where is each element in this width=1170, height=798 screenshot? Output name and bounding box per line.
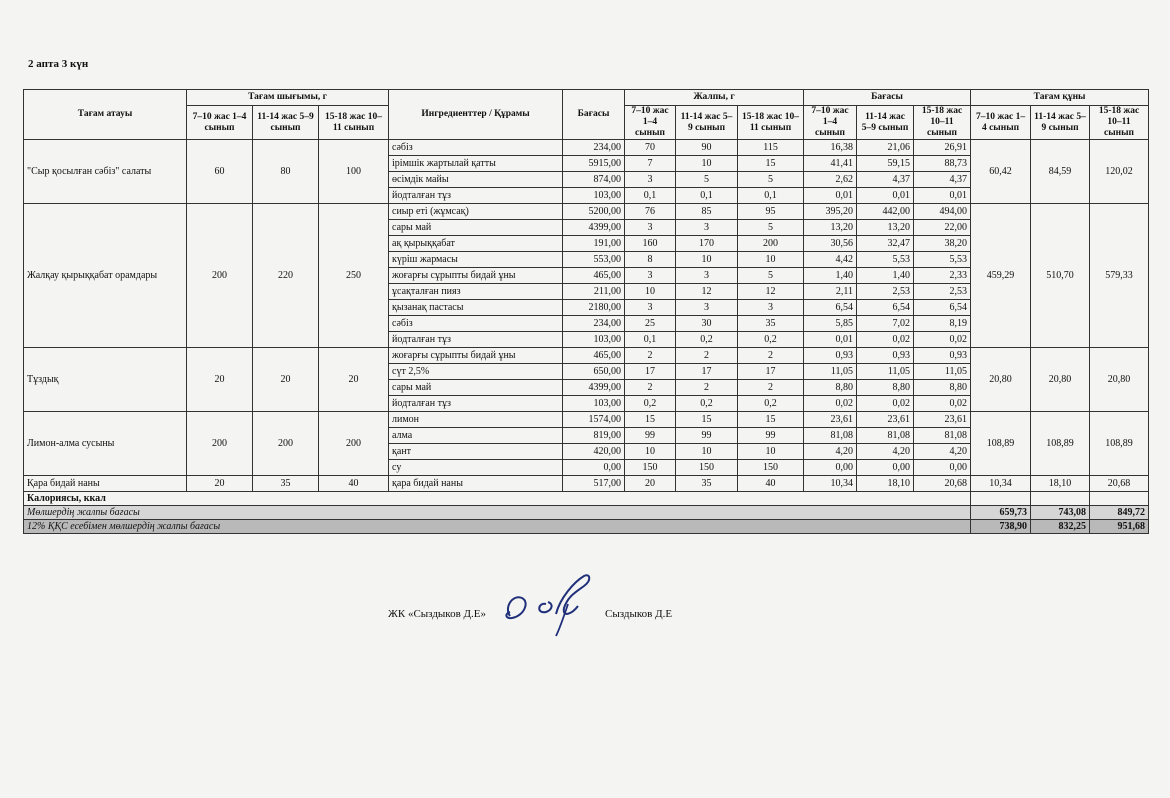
- header-ingredients: Ингредиенттер / Құрамы: [389, 90, 563, 140]
- vat-total-label: 12% ҚҚС есебімен мөлшердің жалпы бағасы: [24, 520, 971, 534]
- calorie-value: 20,80: [1090, 348, 1149, 412]
- ingredient-name: сүт 2,5%: [389, 364, 563, 380]
- cost-value: 0,93: [857, 348, 914, 364]
- gross-value: 17: [625, 364, 676, 380]
- header-age-2: 11-14 жас 5–9 сынып: [253, 106, 319, 140]
- calorie-value: 108,89: [1090, 412, 1149, 476]
- ingredient-price: 517,00: [563, 476, 625, 492]
- cost-value: 20,68: [914, 476, 971, 492]
- header-age-1: 7–10 жас 1–4 сынып: [971, 106, 1031, 140]
- total-value: 743,08: [1031, 506, 1090, 520]
- gross-value: 15: [625, 412, 676, 428]
- cost-value: 0,02: [857, 332, 914, 348]
- gross-value: 15: [676, 412, 738, 428]
- ingredient-name: йодталған тұз: [389, 188, 563, 204]
- gross-value: 85: [676, 204, 738, 220]
- cost-value: 1,40: [857, 268, 914, 284]
- ingredient-name: сәбіз: [389, 140, 563, 156]
- table-row: [24, 140, 1149, 156]
- cost-value: 395,20: [804, 204, 857, 220]
- portion-value: 200: [319, 412, 389, 476]
- cost-value: 32,47: [857, 236, 914, 252]
- ingredient-price: 4399,00: [563, 380, 625, 396]
- gross-value: 200: [738, 236, 804, 252]
- gross-value: 35: [738, 316, 804, 332]
- total-label: Мөлшердің жалпы бағасы: [24, 506, 971, 520]
- cost-value: 30,56: [804, 236, 857, 252]
- gross-value: 10: [625, 444, 676, 460]
- table-row: [24, 412, 1149, 428]
- header-age-2: 11-14 жас 5–9 сынып: [1031, 106, 1090, 140]
- cost-value: 5,53: [857, 252, 914, 268]
- cost-value: 1,40: [804, 268, 857, 284]
- ingredient-name: ақ қырыққабат: [389, 236, 563, 252]
- header-price: Бағасы: [563, 90, 625, 140]
- gross-value: 99: [676, 428, 738, 444]
- cost-value: 4,37: [914, 172, 971, 188]
- portion-value: 20: [187, 348, 253, 412]
- gross-value: 0,2: [676, 332, 738, 348]
- ingredient-price: 874,00: [563, 172, 625, 188]
- header-age-3: 15-18 жас 10–11 сынып: [1090, 106, 1149, 140]
- cost-value: 0,93: [914, 348, 971, 364]
- cost-value: 18,10: [857, 476, 914, 492]
- gross-value: 2: [738, 380, 804, 396]
- cost-value: 11,05: [857, 364, 914, 380]
- calorie-value: 108,89: [971, 412, 1031, 476]
- ingredient-price: 103,00: [563, 332, 625, 348]
- gross-value: 5: [676, 172, 738, 188]
- header-age-3: 15-18 жас 10–11 сынып: [319, 106, 389, 140]
- gross-value: 90: [676, 140, 738, 156]
- cost-value: 0,01: [857, 188, 914, 204]
- gross-value: 35: [676, 476, 738, 492]
- gross-value: 20: [625, 476, 676, 492]
- header-age-2: 11-14 жас 5–9 сынып: [857, 106, 914, 140]
- table-row: [24, 348, 1149, 364]
- cost-value: 26,91: [914, 140, 971, 156]
- calorie-value: 20,68: [1090, 476, 1149, 492]
- gross-value: 115: [738, 140, 804, 156]
- header-calories: Тағам құны: [971, 90, 1149, 106]
- dish-name: "Сыр қосылған сәбіз" салаты: [24, 140, 187, 204]
- cost-value: 0,02: [804, 396, 857, 412]
- ingredient-price: 553,00: [563, 252, 625, 268]
- cost-value: 41,41: [804, 156, 857, 172]
- portion-value: 220: [253, 204, 319, 348]
- cost-value: 0,00: [914, 460, 971, 476]
- calorie-value: 18,10: [1031, 476, 1090, 492]
- cost-value: 494,00: [914, 204, 971, 220]
- gross-value: 2: [676, 348, 738, 364]
- gross-value: 3: [625, 172, 676, 188]
- signer-name: Сыздыков Д.Е: [605, 608, 673, 620]
- table-row: [24, 476, 1149, 492]
- ingredient-name: сиыр еті (жұмсақ): [389, 204, 563, 220]
- gross-value: 3: [676, 300, 738, 316]
- gross-value: 0,2: [625, 396, 676, 412]
- gross-value: 3: [676, 268, 738, 284]
- gross-value: 25: [625, 316, 676, 332]
- gross-value: 10: [676, 156, 738, 172]
- dish-name: Тұздық: [24, 348, 187, 412]
- cost-value: 38,20: [914, 236, 971, 252]
- cost-value: 0,01: [804, 188, 857, 204]
- dish-name: Жалқау қырыққабат орамдары: [24, 204, 187, 348]
- cost-value: 59,15: [857, 156, 914, 172]
- cost-value: 2,53: [857, 284, 914, 300]
- cost-value: 8,80: [804, 380, 857, 396]
- gross-value: 40: [738, 476, 804, 492]
- cost-value: 6,54: [857, 300, 914, 316]
- ingredient-price: 103,00: [563, 188, 625, 204]
- calorie-value: 459,29: [971, 204, 1031, 348]
- cost-value: 5,85: [804, 316, 857, 332]
- portion-value: 20: [319, 348, 389, 412]
- header-age-1: 7–10 жас 1–4 сынып: [804, 106, 857, 140]
- gross-value: 10: [738, 444, 804, 460]
- total-row: [24, 506, 1149, 520]
- calorie-label: Калориясы, ккал: [24, 492, 971, 506]
- cost-value: 0,02: [914, 332, 971, 348]
- gross-value: 2: [625, 380, 676, 396]
- handwritten-signature: [498, 568, 618, 638]
- menu-body: [24, 140, 1149, 492]
- cost-value: 4,20: [914, 444, 971, 460]
- gross-value: 0,1: [676, 188, 738, 204]
- cost-value: 0,00: [857, 460, 914, 476]
- cost-value: 16,38: [804, 140, 857, 156]
- gross-value: 5: [738, 268, 804, 284]
- ingredient-price: 5915,00: [563, 156, 625, 172]
- ingredient-name: жоғарғы сұрыпты бидай ұны: [389, 348, 563, 364]
- ingredient-name: ұсақталған пияз: [389, 284, 563, 300]
- ingredient-name: сары май: [389, 380, 563, 396]
- ingredient-price: 5200,00: [563, 204, 625, 220]
- gross-value: 3: [625, 220, 676, 236]
- cost-value: 0,02: [914, 396, 971, 412]
- cost-value: 13,20: [804, 220, 857, 236]
- ingredient-name: сәбіз: [389, 316, 563, 332]
- cost-value: 81,08: [804, 428, 857, 444]
- calorie-value: 510,70: [1031, 204, 1090, 348]
- cost-value: 23,61: [914, 412, 971, 428]
- calorie-value: 20,80: [971, 348, 1031, 412]
- gross-value: 70: [625, 140, 676, 156]
- gross-value: 2: [738, 348, 804, 364]
- gross-value: 5: [738, 220, 804, 236]
- header-age-3: 15-18 жас 10–11 сынып: [738, 106, 804, 140]
- gross-value: 3: [625, 300, 676, 316]
- gross-value: 0,1: [625, 188, 676, 204]
- ingredient-name: су: [389, 460, 563, 476]
- gross-value: 10: [738, 252, 804, 268]
- gross-value: 17: [676, 364, 738, 380]
- gross-value: 99: [625, 428, 676, 444]
- ingredient-name: алма: [389, 428, 563, 444]
- calorie-value: 84,59: [1031, 140, 1090, 204]
- gross-value: 160: [625, 236, 676, 252]
- gross-value: 3: [625, 268, 676, 284]
- gross-value: 76: [625, 204, 676, 220]
- vat-total-row: [24, 520, 1149, 534]
- calorie-cell: [1090, 492, 1149, 506]
- cost-value: 2,53: [914, 284, 971, 300]
- gross-value: 0,1: [738, 188, 804, 204]
- cost-value: 0,01: [914, 188, 971, 204]
- cost-value: 22,00: [914, 220, 971, 236]
- cost-value: 8,19: [914, 316, 971, 332]
- ingredient-price: 465,00: [563, 348, 625, 364]
- cost-value: 6,54: [914, 300, 971, 316]
- gross-value: 12: [676, 284, 738, 300]
- gross-value: 99: [738, 428, 804, 444]
- portion-value: 20: [253, 348, 319, 412]
- ingredient-price: 650,00: [563, 364, 625, 380]
- portion-value: 100: [319, 140, 389, 204]
- calorie-value: 20,80: [1031, 348, 1090, 412]
- ingredient-price: 819,00: [563, 428, 625, 444]
- ingredient-price: 420,00: [563, 444, 625, 460]
- header-cost: Бағасы: [804, 90, 971, 106]
- portion-value: 200: [187, 412, 253, 476]
- portion-value: 250: [319, 204, 389, 348]
- total-value: 849,72: [1090, 506, 1149, 520]
- page-title: 2 апта 3 күн: [28, 58, 89, 70]
- cost-value: 442,00: [857, 204, 914, 220]
- ingredient-price: 234,00: [563, 140, 625, 156]
- ingredient-name: қызанақ пастасы: [389, 300, 563, 316]
- cost-value: 10,34: [804, 476, 857, 492]
- cost-value: 21,06: [857, 140, 914, 156]
- ingredient-price: 103,00: [563, 396, 625, 412]
- header-age-1: 7–10 жас 1–4 сынып: [187, 106, 253, 140]
- gross-value: 3: [676, 220, 738, 236]
- gross-value: 17: [738, 364, 804, 380]
- ingredient-name: жоғарғы сұрыпты бидай ұны: [389, 268, 563, 284]
- ingredient-price: 0,00: [563, 460, 625, 476]
- header-age-2: 11-14 жас 5–9 сынып: [676, 106, 738, 140]
- cost-value: 2,33: [914, 268, 971, 284]
- cost-value: 23,61: [804, 412, 857, 428]
- gross-value: 0,2: [676, 396, 738, 412]
- ingredient-name: сары май: [389, 220, 563, 236]
- cost-value: 4,20: [804, 444, 857, 460]
- cost-value: 8,80: [857, 380, 914, 396]
- gross-value: 0,2: [738, 332, 804, 348]
- cost-value: 2,11: [804, 284, 857, 300]
- cost-value: 81,08: [857, 428, 914, 444]
- gross-value: 10: [676, 252, 738, 268]
- gross-value: 150: [625, 460, 676, 476]
- ingredient-name: қара бидай наны: [389, 476, 563, 492]
- cost-value: 0,00: [804, 460, 857, 476]
- vat-total-value: 951,68: [1090, 520, 1149, 534]
- cost-value: 11,05: [804, 364, 857, 380]
- cost-value: 4,42: [804, 252, 857, 268]
- cost-value: 4,20: [857, 444, 914, 460]
- calorie-cell: [1031, 492, 1090, 506]
- dish-name: Лимон-алма сусыны: [24, 412, 187, 476]
- gross-value: 5: [738, 172, 804, 188]
- menu-table: [23, 89, 1149, 534]
- gross-value: 30: [676, 316, 738, 332]
- portion-value: 80: [253, 140, 319, 204]
- cost-value: 7,02: [857, 316, 914, 332]
- dish-name: Қара бидай наны: [24, 476, 187, 492]
- ingredient-name: йодталған тұз: [389, 396, 563, 412]
- ingredient-price: 191,00: [563, 236, 625, 252]
- table-row: [24, 204, 1149, 220]
- header-gross: Жалпы, г: [625, 90, 804, 106]
- cost-value: 6,54: [804, 300, 857, 316]
- vat-total-value: 738,90: [971, 520, 1031, 534]
- header-dish: Тағам атауы: [24, 90, 187, 140]
- cost-value: 8,80: [914, 380, 971, 396]
- ingredient-price: 1574,00: [563, 412, 625, 428]
- ingredient-name: өсімдік майы: [389, 172, 563, 188]
- gross-value: 7: [625, 156, 676, 172]
- cost-value: 23,61: [857, 412, 914, 428]
- cost-value: 13,20: [857, 220, 914, 236]
- portion-value: 40: [319, 476, 389, 492]
- ingredient-name: күріш жармасы: [389, 252, 563, 268]
- ingredient-price: 465,00: [563, 268, 625, 284]
- gross-value: 170: [676, 236, 738, 252]
- header-age-3: 15-18 жас 10–11 сынып: [914, 106, 971, 140]
- gross-value: 0,2: [738, 396, 804, 412]
- ingredient-price: 2180,00: [563, 300, 625, 316]
- calorie-value: 60,42: [971, 140, 1031, 204]
- portion-value: 60: [187, 140, 253, 204]
- cost-value: 88,73: [914, 156, 971, 172]
- vat-total-value: 832,25: [1031, 520, 1090, 534]
- calorie-value: 10,34: [971, 476, 1031, 492]
- portion-value: 200: [253, 412, 319, 476]
- portion-value: 200: [187, 204, 253, 348]
- portion-value: 35: [253, 476, 319, 492]
- gross-value: 150: [738, 460, 804, 476]
- gross-value: 2: [625, 348, 676, 364]
- gross-value: 150: [676, 460, 738, 476]
- cost-value: 0,02: [857, 396, 914, 412]
- gross-value: 12: [738, 284, 804, 300]
- gross-value: 2: [676, 380, 738, 396]
- ingredient-price: 211,00: [563, 284, 625, 300]
- calorie-value: 579,33: [1090, 204, 1149, 348]
- cost-value: 0,01: [804, 332, 857, 348]
- calorie-cell: [971, 492, 1031, 506]
- ingredient-name: йодталған тұз: [389, 332, 563, 348]
- gross-value: 15: [738, 156, 804, 172]
- calorie-row: [24, 492, 1149, 506]
- ingredient-price: 4399,00: [563, 220, 625, 236]
- header-age-1: 7–10 жас 1–4 сынып: [625, 106, 676, 140]
- total-value: 659,73: [971, 506, 1031, 520]
- gross-value: 95: [738, 204, 804, 220]
- cost-value: 11,05: [914, 364, 971, 380]
- ingredient-name: қант: [389, 444, 563, 460]
- calorie-value: 108,89: [1031, 412, 1090, 476]
- ingredient-price: 234,00: [563, 316, 625, 332]
- header-portion: Тағам шығымы, г: [187, 90, 389, 106]
- portion-value: 20: [187, 476, 253, 492]
- ingredient-name: ірімшік жартылай қатты: [389, 156, 563, 172]
- gross-value: 10: [625, 284, 676, 300]
- company-name: ЖК «Сыздыков Д.Е»: [388, 608, 487, 620]
- cost-value: 81,08: [914, 428, 971, 444]
- ingredient-name: лимон: [389, 412, 563, 428]
- calorie-value: 120,02: [1090, 140, 1149, 204]
- cost-value: 4,37: [857, 172, 914, 188]
- cost-value: 2,62: [804, 172, 857, 188]
- cost-value: 0,93: [804, 348, 857, 364]
- gross-value: 3: [738, 300, 804, 316]
- cost-value: 5,53: [914, 252, 971, 268]
- gross-value: 0,1: [625, 332, 676, 348]
- gross-value: 15: [738, 412, 804, 428]
- gross-value: 8: [625, 252, 676, 268]
- gross-value: 10: [676, 444, 738, 460]
